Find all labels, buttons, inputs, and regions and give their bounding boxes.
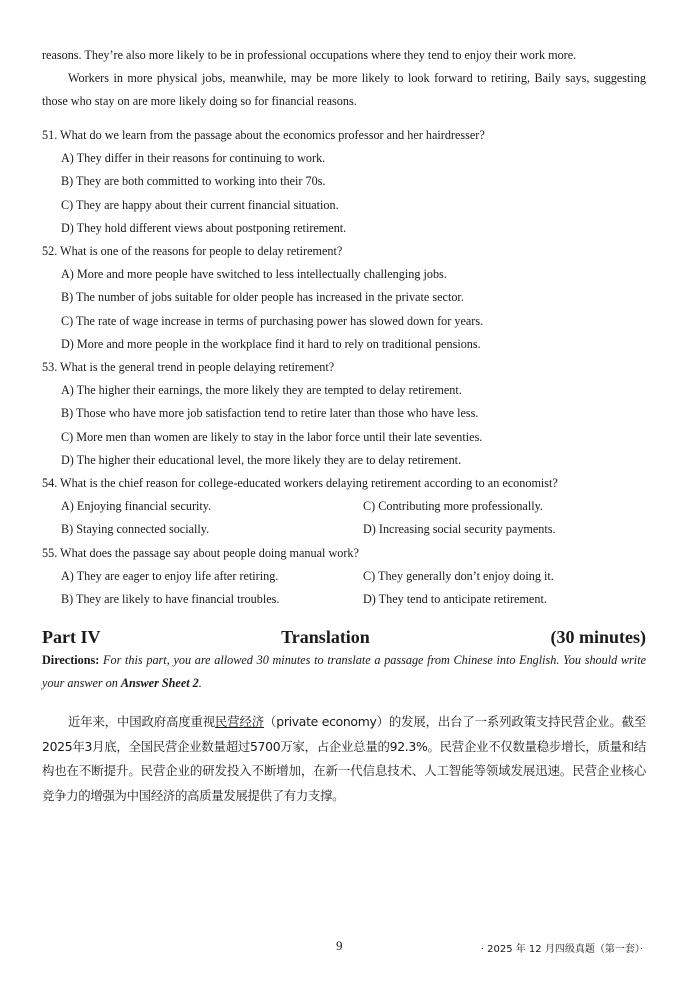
option-row — [42, 518, 646, 541]
option-a[interactable]: A) They are eager to enjoy life after retiring. — [61, 568, 279, 583]
passage-paragraph: reasons. They’re also more likely to be in professional occupations where they tend to enjoy their work more. — [42, 48, 577, 62]
page-content — [42, 44, 646, 808]
translation-passage — [42, 710, 646, 808]
directions-label: Directions: — [42, 653, 100, 668]
option-c[interactable]: C) More men than women are likely to stay in the labor force until their late seventies. — [61, 429, 483, 444]
part-header — [42, 625, 646, 649]
option-b[interactable]: B) Those who have more job satisfaction tend to retire later than those who have less. — [61, 406, 479, 421]
directions — [42, 649, 646, 695]
option-d[interactable]: D) They tend to anticipate retirement. — [363, 592, 547, 607]
option-c[interactable]: C) Contributing more professionally. — [363, 499, 543, 514]
option-d[interactable]: D) More and more people in the workplace find it hard to rely on traditional pensions. — [61, 336, 481, 351]
option-a[interactable]: A) More and more people have switched to less intellectually challenging jobs. — [61, 267, 447, 282]
option-b[interactable]: B) The number of jobs suitable for older people has increased in the private sector. — [61, 290, 464, 305]
option-row — [42, 565, 646, 588]
underlined-term: 民营经济 — [215, 714, 264, 730]
option-a[interactable]: A) They differ in their reasons for continuing to work. — [61, 151, 326, 166]
option-a[interactable]: A) Enjoying financial security. — [61, 499, 212, 514]
option-d[interactable]: D) The higher their educational level, the more likely they are to delay retirement. — [61, 452, 462, 467]
question-stem: 54. What is the chief reason for college-educated workers delaying retirement according to an economist? — [42, 476, 558, 491]
question-stem: 53. What is the general trend in people delaying retirement? — [42, 360, 335, 375]
option-b[interactable]: B) They are likely to have financial troubles. — [61, 592, 280, 607]
passage-paragraph: Workers in more physical jobs, meanwhile, may be more likely to look forward to retiring, Baily says, suggesting those who stay on are more likely doing so for financial reasons. — [42, 71, 646, 108]
page-number: 9 — [336, 938, 343, 953]
option-d[interactable]: D) They hold different views about postponing retirement. — [61, 220, 347, 235]
option-b[interactable]: B) They are both committed to working into their 70s. — [61, 174, 326, 189]
directions-end: . — [198, 676, 202, 691]
option-c[interactable]: C) They generally don’t enjoy doing it. — [363, 568, 554, 583]
option-a[interactable]: A) The higher their earnings, the more likely they are tempted to delay retirement. — [61, 383, 462, 398]
part-title: Translation — [281, 627, 370, 648]
exam-source: · 2025 年 12 月四级真题（第一套）· — [480, 944, 643, 955]
part-time: (30 minutes) — [550, 627, 646, 648]
answer-sheet-name: Answer Sheet 2 — [120, 676, 199, 691]
option-b[interactable]: B) Staying connected socially. — [61, 522, 210, 537]
option-d[interactable]: D) Increasing social security payments. — [363, 522, 556, 537]
part-label: Part IV — [42, 627, 101, 648]
question-stem: 51. What do we learn from the passage about the economics professor and her hairdresser? — [42, 128, 485, 142]
translation-text: 近年来，中国政府高度重视 — [68, 714, 215, 730]
option-c[interactable]: C) They are happy about their current financial situation. — [61, 197, 339, 212]
directions-text: For this part, you are allowed 30 minutes to translate a passage from Chinese into English. You should write your answer on — [42, 653, 646, 691]
option-row — [42, 588, 646, 611]
option-c[interactable]: C) The rate of wage increase in terms of purchasing power has slowed down for years. — [61, 313, 484, 328]
translation-text: （private economy）的发展，出台了一系列政策支持民营企业。截至2025年3月底，全国民营企业数量超过5700万家，占企业总量的92.3%。民营企业不仅数量稳步增长，质量和结构也在不断提升。民营企业的研发投入不断增加，在新一代信息技术、人工智能等领域发展迅速。民营企业核心竞争力的增强为中国经济的高质量发展提供了有力支撑。 — [42, 714, 646, 803]
question-stem: 55. What does the passage say about people doing manual work? — [42, 545, 359, 560]
option-row — [42, 495, 646, 518]
question-stem: 52. What is one of the reasons for people to delay retirement? — [42, 244, 343, 259]
